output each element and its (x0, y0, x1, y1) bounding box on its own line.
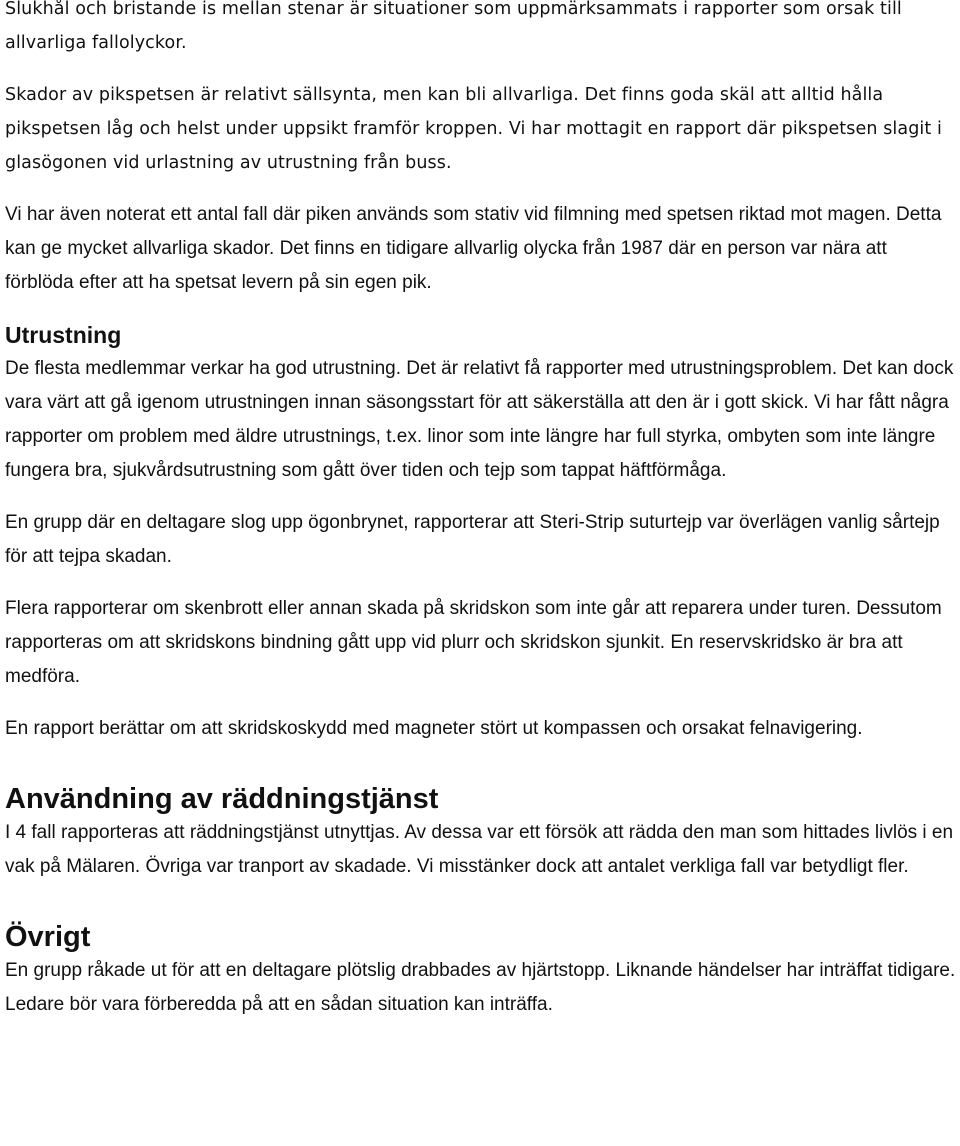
paragraph-pikspetsen: Skador av pikspetsen är relativt sällsynta, men kan bli allvarliga. Det finns goda skäl att alltid hålla pikspetsen låg och helst under uppsikt framför kroppen. Vi har mottagit en rapport där pikspetsen slagit i glasögonen vid urlastning av utrustning från buss. (5, 85, 942, 173)
paragraph-stativ: Vi har även noterat ett antal fall där piken används som stativ vid filmning med spetsen riktad mot magen. Detta kan ge mycket allvarliga skador. Det finns en tidigare allvarlig olycka från 1987 där en person var nära att förblöda efter att ha spetsat levern på sin egen pik. (5, 204, 942, 293)
paragraph-ovrigt: En grupp råkade ut för att en deltagare plötslig drabbades av hjärtstopp. Liknande händelser har inträffat tidigare. Ledare bör vara förberedda på att en sådan situation kan inträffa. (5, 960, 956, 1015)
paragraph-skridskon: Flera rapporterar om skenbrott eller annan skada på skridskon som inte går att reparera under turen. Dessutom rapporteras om att skridskons bindning gått upp vid plurr och skridskon sjunkit. En reservskridsko är bra att medföra. (5, 598, 942, 687)
paragraph-utrustning: De flesta medlemmar verkar ha god utrustning. Det är relativt få rapporter med utrustningsproblem. Det kan dock vara värt att gå igenom utrustningen innan säsongsstart för att säkerställa att den är i gott skick. Vi har fått några rapporter om problem med äldre utrustnings, t.ex. linor som inte längre har full styrka, ombyten som inte längre fungera bra, sjukvårdsutrustning som gått över tiden och tejp som tappat häftförmåga. (5, 358, 954, 481)
paragraph-fallolyckor: Slukhål och bristande is mellan stenar är situationer som uppmärksammats i rapporter som orsak till allvarliga fallolyckor. (5, 0, 902, 53)
heading-utrustning: Utrustning (5, 322, 122, 348)
heading-ovrigt: Övrigt (5, 921, 91, 953)
heading-raddningstjanst: Användning av räddningstjänst (5, 783, 439, 815)
paragraph-steri-strip: En grupp där en deltagare slog upp ögonbrynet, rapporterar att Steri-Strip suturtejp var överlägen vanlig sårtejp för att tejpa skadan. (5, 512, 940, 567)
paragraph-kompass: En rapport berättar om att skridskoskydd med magneter stört ut kompassen och orsakat felnavigering. (5, 718, 863, 739)
document-page (5, 0, 957, 1022)
paragraph-raddningstjanst: I 4 fall rapporteras att räddningstjänst utnyttjas. Av dessa var ett försök att rädda den man som hittades livlös i en vak på Mälaren. Övriga var tranport av skadade. Vi misstänker dock att antalet verkliga fall var betydligt fler. (5, 822, 954, 877)
